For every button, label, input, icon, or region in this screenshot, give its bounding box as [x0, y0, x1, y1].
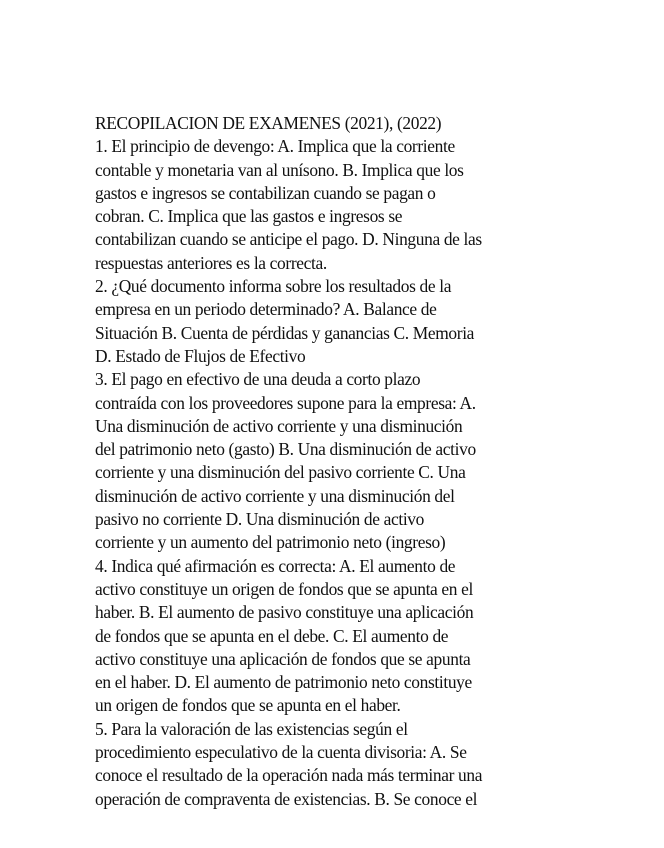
text-line: en el haber. D. El aumento de patrimonio neto constituye [95, 672, 472, 693]
document-title: RECOPILACION DE EXAMENES (2021), (2022) [95, 113, 442, 133]
text-line: corriente y un aumento del patrimonio neto (ingreso) [95, 532, 446, 553]
text-line: conoce el resultado de la operación nada más terminar una [95, 765, 483, 786]
text-line: cobran. C. Implica que las gastos e ingresos se [95, 206, 403, 227]
text-line: contraída con los proveedores supone para la empresa: A. [95, 392, 476, 413]
text-line: gastos e ingresos se contabilizan cuando se pagan o [95, 182, 436, 203]
text-line: contabilizan cuando se anticipe el pago. D. Ninguna de las [95, 229, 482, 250]
text-line: D. Estado de Flujos de Efectivo [95, 345, 306, 366]
text-line: respuestas anteriores es la correcta. [95, 252, 327, 273]
text-line: corriente y una disminución del pasivo corriente C. Una [95, 462, 466, 483]
text-line: 2. ¿Qué documento informa sobre los resultados de la [95, 276, 452, 297]
text-line: 4. Indica qué afirmación es correcta: A. El aumento de [95, 555, 456, 576]
text-line: disminución de activo corriente y una disminución del [95, 485, 455, 506]
text-line: activo constituye una aplicación de fondos que se apunta [95, 648, 471, 669]
text-line: haber. B. El aumento de pasivo constituye una aplicación [95, 602, 474, 623]
text-line: 1. El principio de devengo: A. Implica que la corriente [95, 136, 455, 157]
text-line: contable y monetaria van al unísono. B. Implica que los [95, 159, 464, 180]
text-line: de fondos que se apunta en el debe. C. El aumento de [95, 625, 449, 646]
text-line: pasivo no corriente D. Una disminución de activo [95, 509, 424, 530]
text-line: un origen de fondos que se apunta en el haber. [95, 695, 401, 716]
text-line: activo constituye un origen de fondos que se apunta en el [95, 578, 473, 599]
text-line: del patrimonio neto (gasto) B. Una disminución de activo [95, 439, 476, 460]
text-line: Una disminución de activo corriente y una disminución [95, 415, 463, 436]
text-line: 5. Para la valoración de las existencias según el [95, 718, 408, 739]
text-line: empresa en un periodo determinado? A. Balance de [95, 299, 437, 320]
text-line: operación de compraventa de existencias. B. Se conoce el [95, 788, 478, 809]
text-line: 3. El pago en efectivo de una deuda a corto plazo [95, 369, 421, 390]
text-line: Situación B. Cuenta de pérdidas y ganancias C. Memoria [95, 322, 475, 343]
document-page [95, 112, 565, 811]
text-line: procedimiento especulativo de la cuenta divisoria: A. Se [95, 742, 467, 763]
